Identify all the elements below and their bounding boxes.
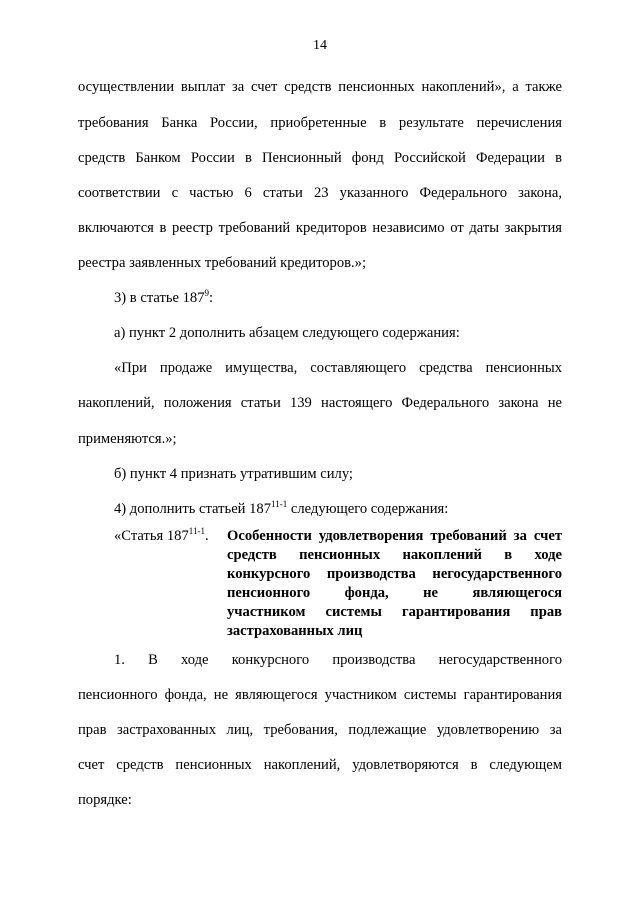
text-line: реестра заявленных требований кредиторов.»; — [78, 255, 367, 271]
article-label-suffix: . — [204, 528, 209, 544]
item-a: а) пункт 2 дополнить абзацем следующего содержания: — [114, 325, 460, 341]
paragraph-line: счет средств пенсионных накоплений, удовлетворяются в следующем — [78, 757, 562, 773]
item-3 — [114, 289, 562, 307]
item-4 — [114, 500, 562, 518]
item-3-prefix: 3) в статье 187 — [114, 290, 205, 306]
item-3-sup: 9 — [204, 288, 210, 299]
article-title — [227, 527, 562, 641]
quote-line: накоплений, положения статьи 139 настоящего Федерального закона не — [78, 395, 562, 411]
item-4-suffix: следующего содержания: — [287, 501, 449, 517]
paragraph-line: прав застрахованных лиц, требования, подлежащие удовлетворению за — [78, 722, 562, 738]
item-4-prefix: 4) дополнить статьей 187 — [114, 501, 272, 517]
text-line: осуществлении выплат за счет средств пенсионных накоплений», а также — [78, 79, 562, 95]
article-label — [114, 527, 209, 545]
article-title-line: пенсионного фонда, не являющегося — [227, 585, 562, 601]
quote-line: применяются.»; — [78, 431, 177, 447]
page-number: 14 — [313, 38, 327, 53]
text-line: включаются в реестр требований кредиторов независимо от даты закрытия — [78, 220, 562, 236]
item-3-suffix: : — [209, 290, 214, 306]
article-title-line: застрахованных лиц — [227, 623, 363, 639]
item-4-sup: 11-1 — [271, 499, 288, 510]
article-title-line: средств пенсионных накоплений в ходе — [227, 547, 562, 563]
article-title-line: Особенности удовлетворения требований за счет — [227, 528, 562, 544]
article-label-sup: 11-1 — [188, 526, 205, 537]
text-line: требования Банка России, приобретенные в результате перечисления — [78, 115, 562, 131]
article-label-prefix: «Статья 187 — [114, 528, 189, 544]
article-title-line: конкурсного производства негосударственного — [227, 566, 562, 582]
paragraph-line: 1. В ходе конкурсного производства негосударственного — [114, 652, 562, 668]
text-line: средств Банком России в Пенсионный фонд Российской Федерации в — [78, 150, 562, 166]
text-line: соответствии с частью 6 статьи 23 указанного Федерального закона, — [78, 185, 562, 201]
paragraph-line: порядке: — [78, 792, 132, 808]
paragraph-line: пенсионного фонда, не являющегося участником системы гарантирования — [78, 687, 562, 703]
item-b: б) пункт 4 признать утратившим силу; — [114, 466, 353, 482]
quote-line: «При продаже имущества, составляющего средства пенсионных — [114, 360, 562, 376]
article-title-line: участником системы гарантирования прав — [227, 604, 562, 620]
